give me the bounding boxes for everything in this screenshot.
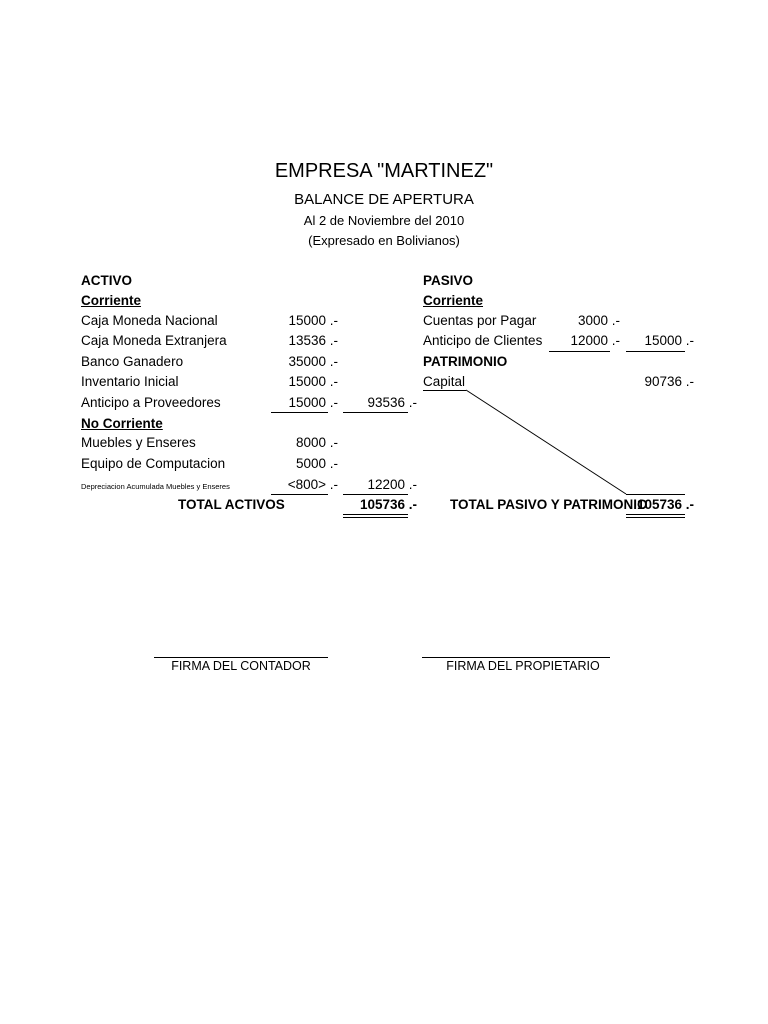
account-amount: 15000 .- [288,395,338,410]
account-amount: 15000 .- [288,374,338,389]
account-label: Muebles y Enseres [81,435,196,450]
account-amount: 12000 .- [570,333,620,348]
account-label: Banco Ganadero [81,354,184,369]
account-label: Equipo de Computacion [81,456,226,471]
underline [626,494,685,495]
signature-label-contador: FIRMA DEL CONTADOR [171,659,311,673]
account-label: Caja Moneda Nacional [81,313,218,328]
subtotal-amount: 93536 .- [367,395,417,410]
account-amount: 13536 .- [288,333,338,348]
report-title: BALANCE DE APERTURA [294,191,474,208]
activo-heading: ACTIVO [81,273,133,288]
company-title: EMPRESA "MARTINEZ" [274,160,494,182]
account-label: Capital [423,374,466,389]
double-underline [626,514,685,518]
account-amount: 3000 .- [577,313,620,328]
account-amount: 15000 .- [288,313,338,328]
account-label: Caja Moneda Extranjera [81,333,227,348]
total-pasivo-label: TOTAL PASIVO Y PATRIMONIO [450,497,648,512]
signature-label-propietario: FIRMA DEL PROPIETARIO [446,659,600,673]
subtotal-amount: 90736 .- [644,374,694,389]
signature-line-propietario [422,657,610,658]
account-label: Anticipo de Clientes [423,333,543,348]
total-activos-label: TOTAL ACTIVOS [178,497,285,512]
account-amount: 8000 .- [295,435,338,450]
activo-corriente-label: Corriente [81,293,142,308]
signature-line-contador [154,657,328,658]
account-amount: 5000 .- [295,456,338,471]
account-label: Depreciacion Acumulada Muebles y Enseres [81,482,230,491]
total-pasivo-amount: 105736 .- [636,497,694,512]
account-amount: 35000 .- [288,354,338,369]
account-label: Anticipo a Proveedores [81,395,221,410]
pasivo-corriente-label: Corriente [423,293,484,308]
currency-note: (Expresado en Bolivianos) [308,233,460,248]
account-label: Cuentas por Pagar [423,313,537,328]
subtotal-amount: 15000 .- [644,333,694,348]
subtotal-amount: 12200 .- [367,477,417,492]
account-label: Inventario Inicial [81,374,179,389]
account-amount: <800> .- [287,477,338,492]
pasivo-heading: PASIVO [423,273,474,288]
report-date: Al 2 de Noviembre del 2010 [303,213,465,228]
total-activos-amount: 105736 .- [359,497,417,512]
activo-no-corriente-label: No Corriente [81,416,163,431]
patrimonio-heading: PATRIMONIO [423,354,508,369]
